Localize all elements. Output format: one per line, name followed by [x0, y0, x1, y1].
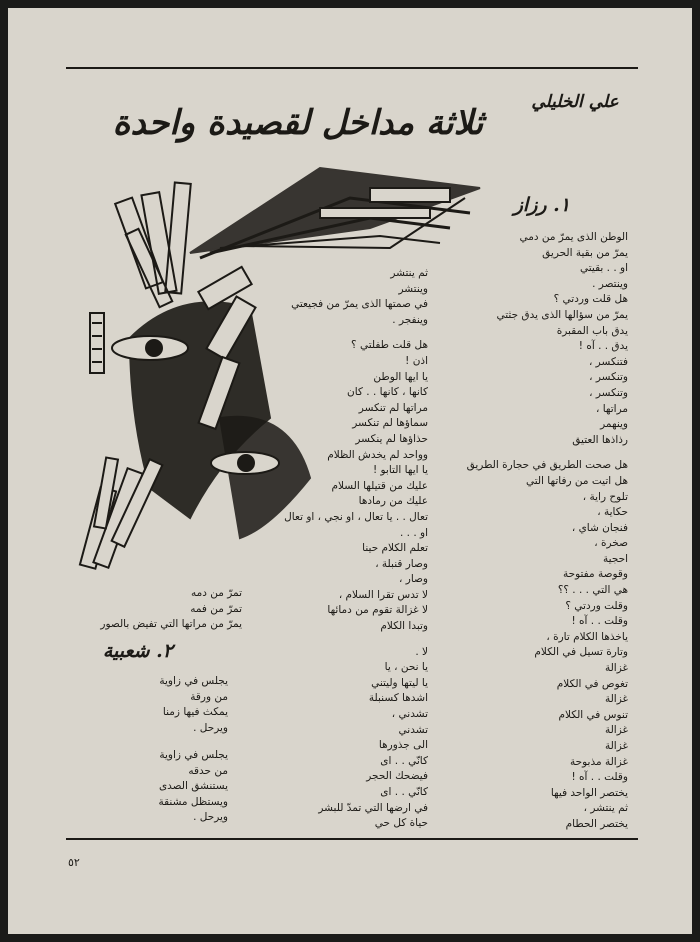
poem-line: ويرحل .: [193, 811, 228, 824]
poem-line: من ورقة: [190, 690, 228, 703]
poem-line: كانّي . . اى: [380, 754, 428, 767]
poem-line: عليك من قتيلها السلام: [331, 479, 428, 492]
poem-line: احجية: [603, 552, 628, 565]
poem-line: يختصر الحطام: [565, 817, 628, 830]
poem-line: غزالة مذبوحة: [570, 755, 628, 768]
poem-line: فنجان شاي ،: [571, 521, 628, 534]
poem-line: مراتها لم تنكسر: [358, 401, 428, 414]
poem-line: يستنشق الصدى: [158, 780, 228, 793]
poem-line: مراتها ،: [595, 402, 628, 415]
poem-line: الوطن الذى يمرّ من دمي: [519, 231, 628, 243]
section3-heading: ٢. شعبية: [102, 640, 173, 662]
poem-line: تنوس في الكلام: [558, 708, 628, 721]
poem-line: هل اتيت من رفاتها التي: [525, 474, 628, 487]
section2-poem-column: [238, 266, 428, 832]
poem-line: فتنكسر ،: [588, 355, 628, 368]
poem-line: وقلت وردتي ؟: [565, 599, 628, 612]
poem-line: او . . بقيتي: [580, 262, 628, 275]
poem-line: [238, 635, 428, 645]
poem-line: حياة كل حي: [374, 817, 428, 830]
poem-line: تلوح راية ،: [582, 490, 628, 503]
poem-line: يا نحن ، يا: [384, 661, 428, 674]
poem-line: تعال . . يا تعال ، او نجي ، او تعال: [284, 510, 428, 523]
poem-line: تشدني ،: [391, 708, 428, 721]
poem-line: وتنكسر ،: [589, 371, 628, 384]
poem-line: وصار ،: [399, 573, 428, 586]
poem-line: يا ليتها وليتني: [371, 676, 428, 689]
poem-line: غزالة: [604, 693, 628, 706]
poem-line: غزالة: [604, 662, 628, 675]
poem-line: كانها ، كانها . . كان: [347, 386, 428, 399]
poem-line: يجلس في زاوية: [159, 749, 228, 761]
poem-line: ثم ينتشر ،: [583, 802, 628, 815]
poem-line: يدق باب المقبرة: [556, 324, 628, 337]
poem-line: عليك من رمادها: [358, 495, 428, 508]
section1-poem-column: [448, 230, 628, 833]
poem-line: وتارة تسيل في الكلام: [534, 646, 628, 659]
poem-line: ويرحل .: [193, 721, 228, 734]
poem-line: ياخذها الكلام تارة ،: [546, 630, 628, 643]
poem-line: يمرّ من سؤالها الذى يدق جثتي: [496, 308, 628, 321]
poem-line: هل قلت وردتي ؟: [553, 293, 628, 306]
poem-line: غزالة: [604, 724, 628, 737]
poem-line: يا ايها التابو !: [372, 464, 428, 477]
poem-line: وصار قنبلة ،: [375, 557, 428, 570]
section3-stanza2: [108, 748, 228, 826]
poem-line: يمكث فيها زمنا: [162, 706, 228, 719]
poem-line: هي التي . . . ؟؟: [557, 584, 628, 597]
poem-line: وقلت . . آه !: [571, 771, 628, 784]
poem-line: من حدقه: [188, 764, 228, 777]
poem-line: في ارضها التي تمدّ للبشر: [318, 801, 428, 814]
poem-line: في صمتها الذى يمرّ من فجيعتي: [291, 298, 428, 311]
poem-line: وواحد لم يخدش الظلام: [327, 448, 428, 461]
poem-line: اذن !: [405, 354, 428, 367]
poem-line: لا تدس تقرا السلام ،: [338, 588, 428, 601]
poem-line: صخرة ،: [594, 537, 628, 550]
poem-line: غزالة: [604, 740, 628, 752]
poem-line: تغوص في الكلام: [556, 677, 628, 690]
bottom-rule: [66, 838, 638, 840]
poem-line: فيضحك الحجر: [366, 770, 428, 783]
poem-line: وينفجر .: [392, 313, 428, 326]
poem-line: رذاذها العتيق: [572, 433, 628, 446]
poem-line: [238, 328, 428, 338]
poem-line: يدق . . آه !: [578, 340, 628, 353]
poem-line: يمرّ من بقية الحريق: [542, 246, 628, 259]
poem-line: الى جذورها: [378, 739, 428, 752]
poem-line: لا .: [415, 645, 428, 658]
section3-intro-column: [72, 586, 242, 633]
poem-line: هل صحت الطريق في حجارة الطريق: [466, 459, 628, 472]
poem-line: يختصر الواحد فيها: [550, 786, 628, 799]
poem-line: يمرّ من مراتها التي تفيض بالصور: [100, 618, 242, 631]
section3-stanza1: [108, 674, 228, 736]
page-number: ٥٢: [68, 856, 80, 869]
poem-line: تعلم الكلام حينا: [362, 542, 428, 555]
poem-line: اشدها كسنبلة: [368, 692, 428, 705]
top-rule: [66, 67, 638, 69]
poem-line: [448, 448, 628, 458]
poem-line: وينهمر: [600, 418, 628, 431]
poem-line: يجلس في زاوية: [159, 675, 228, 687]
poem-line: حكاية ،: [597, 506, 628, 519]
poem-title: ثلاثة مداخل لقصيدة واحدة: [112, 103, 484, 143]
poem-line: وقوصة مفتوحة: [562, 568, 628, 581]
poem-line: حذاؤها لم ينكسر: [355, 432, 428, 445]
poem-line: تشدني: [398, 723, 428, 736]
poem-line: وتنكسر ،: [589, 386, 628, 399]
poem-line: تمرّ من دمه: [190, 587, 242, 599]
poem-line: او . . .: [399, 526, 428, 539]
poem-line: ثم ينتشر: [390, 267, 428, 279]
poem-line: يا ايها الوطن: [373, 370, 428, 383]
poem-line: وتبدا الكلام: [380, 620, 428, 633]
poem-line: كانّي . . اى: [380, 786, 428, 798]
poem-line: وقلت . . آه !: [571, 615, 628, 628]
poem-line: وينتشر: [398, 282, 428, 295]
poem-line: وينتصر .: [592, 277, 628, 290]
magazine-page: [8, 8, 692, 934]
poem-line: ويستظل مشنقة: [158, 795, 228, 808]
poem-line: لا غزالة تقوم من دمائها: [327, 604, 428, 617]
poem-line: هل قلت طفلتي ؟: [351, 339, 428, 352]
author-name: علي الخليلي: [531, 92, 619, 112]
poem-line: تمرّ من فمه: [190, 602, 242, 615]
poem-line: سماؤها لم تنكسر: [352, 417, 428, 430]
section1-heading: ١. رزاز: [513, 194, 570, 216]
